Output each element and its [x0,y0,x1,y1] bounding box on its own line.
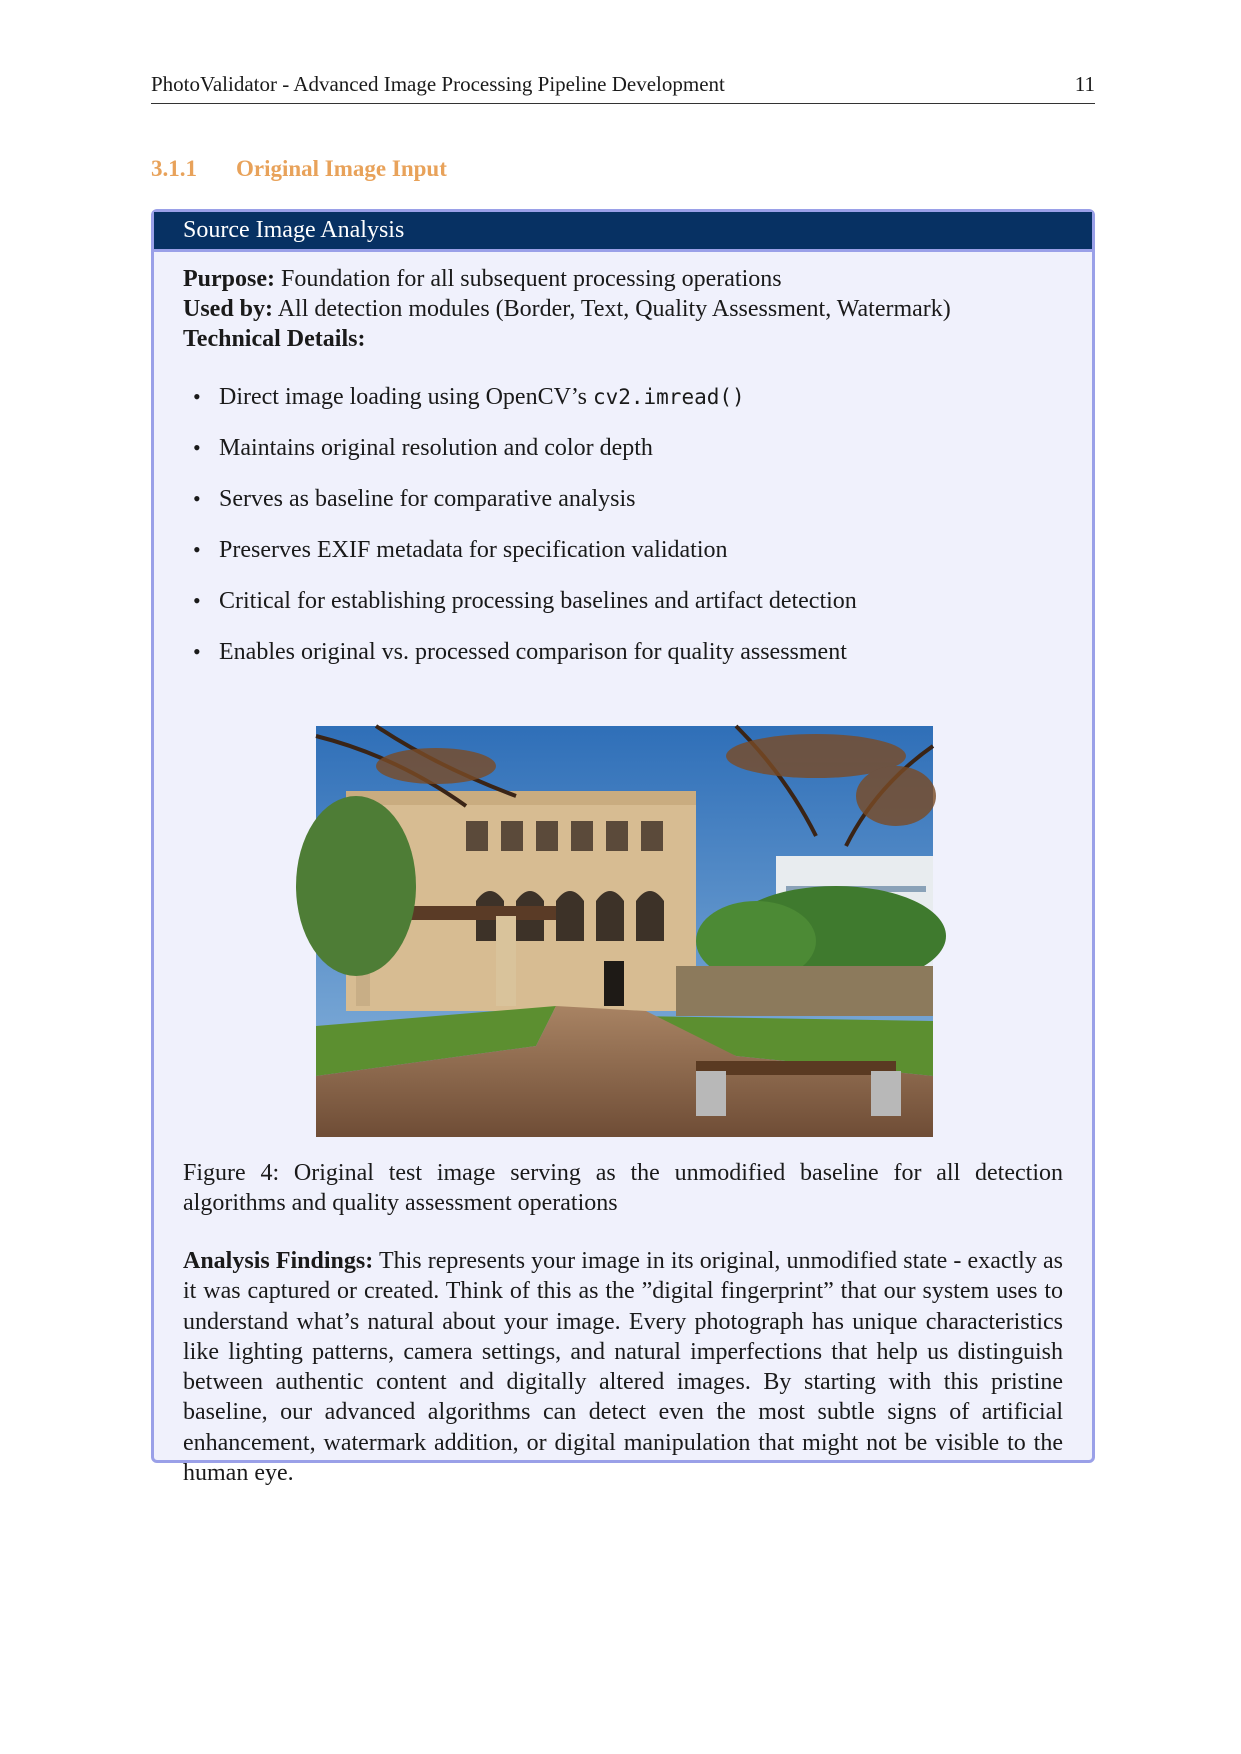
source-image-analysis-box [151,209,1095,1487]
findings-text: This represents your image in its original, unmodified state - exactly as it was captured or created. Think of this as the ”digital fingerprint” that our system uses to understand what’s natural about your image. Every photograph has unique characteristics like lighting patterns, camera settings, and natural imperfections that help us distinguish between authentic content and digitally altered images. By starting with this pristine baseline, our advanced algorithms can detect even the most subtle signs of artificial enhancement, watermark addition, or digital manipulation that might not be visible to the human eye. [183,1248,1063,1487]
list-item: • Critical for establishing processing baselines and artifact detection [193,588,857,614]
bullet-icon: • [193,435,201,460]
analysis-findings [183,1246,1063,1488]
list-item: • Enables original vs. processed comparison for quality assessment [193,639,847,665]
used-by-field [183,296,951,323]
bullet-icon: • [193,639,201,664]
figure-caption: Figure 4: Original test image serving as the unmodified baseline for all detection algorithms and quality assessment operations [183,1160,1063,1216]
technical-details-list [193,382,857,688]
bullet-icon: • [193,384,201,409]
original-test-image [316,726,933,1137]
used-by-value: All detection modules (Border, Text, Quality Assessment, Watermark) [277,296,951,322]
list-item: • Direct image loading using OpenCV’s cv2.imread() [193,384,745,410]
purpose-label: Purpose: [183,266,275,292]
technical-details-field [183,326,365,353]
list-item: • Maintains original resolution and color depth [193,435,653,461]
bullet-icon: • [193,588,201,613]
section-title: Original Image Input [236,156,447,181]
code-snippet: cv2.imread() [592,385,745,409]
section-heading [151,156,447,182]
box-title: Source Image Analysis [154,212,1092,252]
list-item: • Serves as baseline for comparative analysis [193,486,636,512]
bullet-icon: • [193,537,201,562]
used-by-label: Used by: [183,296,274,322]
page-number: 11 [1074,72,1095,96]
purpose-field [183,266,782,293]
technical-details-label: Technical Details: [183,326,366,352]
findings-label: Analysis Findings: [183,1248,374,1274]
purpose-value: Foundation for all subsequent processing operations [281,266,782,292]
page-header [151,72,1095,104]
document-title: PhotoValidator - Advanced Image Processing Pipeline Development [151,72,725,96]
bullet-icon: • [193,486,201,511]
section-number: 3.1.1 [151,156,197,181]
list-item: • Preserves EXIF metadata for specification validation [193,537,728,563]
